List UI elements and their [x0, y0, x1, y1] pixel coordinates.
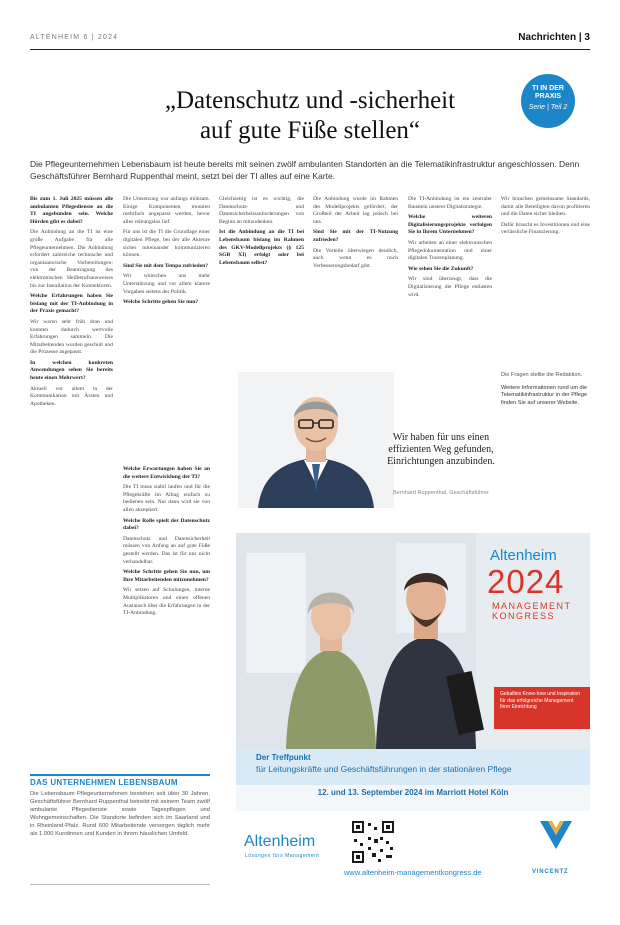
question: Welche Erwartungen haben Sie an die weitere Entwicklung der TI? [123, 466, 210, 480]
pull-quote: Wir haben für uns einen effizienten Weg gefunden, Einrichtungen anzubinden. [387, 432, 495, 467]
company-box-text: Die Lebensbaum Pflegeunternehmen bestehen seit über 30 Jahren. Geschäftsführer Bernhard Ruppenthal betreibt mit seinem Team zwölf ambulante Pflegedienste sowie Tagespflegen und Wohngemeinschaften. Die Standorte befinden sich im Saarland und in Rheinland-Pfalz. Rund 600 Mitarbeitende versorgen täglich mehr als 1.000 Kundinnen und Kunden in ihrem häuslichen Umfeld. [30, 790, 210, 885]
answer: Die TI-Anbindung ist ein zentraler Baustein unserer Digitalstrategie. [408, 196, 492, 210]
answer: Die Anbindung wurde im Rahmen des Modellprojekts gefördert, der Großteil der Arbeit lag jedoch bei uns. [313, 196, 398, 225]
answer: Wir setzen auf Schulungen, interne Multiplikatoren und einen offenen Austausch über die Erfahrungen in der TI-Anbindung. [123, 587, 210, 617]
question: Bis zum 1. Juli 2025 müssen alle ambulanten Pflegedienste an die TI angebunden sein. Welche Hürden gibt es dabei? [30, 196, 113, 225]
answer: Datenschutz und Datensicherheit müssen von Anfang an auf gute Füße gestellt werden. Das ist für uns nicht verhandelbar. [123, 535, 210, 565]
badge-line-2: PRAXIS [534, 93, 562, 100]
ad-red-box: Geballtes Know-how und Inspiration für das erfolgreiche Management Ihrer Einrichtung [494, 687, 590, 729]
answer: Dafür braucht es Investitionen und eine verlässliche Finanzierung. [501, 221, 590, 236]
ad-subtitle-1: MANAGEMENT [492, 601, 572, 611]
question: Welche weiteren Digitalisierungsprojekte verfolgen Sie in Ihrem Unternehmen? [408, 214, 492, 236]
answer: Die TI muss stabil laufen und für die Pflegekräfte im Alltag einfach zu bedienen sein. Nur dann wird sie von allen akzeptiert. [123, 484, 210, 513]
ad-band [236, 749, 590, 785]
article-column-6 [501, 196, 590, 366]
page-header [30, 32, 590, 50]
ad-url-link[interactable]: www.altenheim-managementkongress.de [344, 868, 482, 877]
ad-brand: Altenheim [490, 547, 557, 564]
answer: Die Anbindung an die TI ist eine große Aufgabe für alle Pflegeunternehmen. Die Anbindung erfordert zahlreiche technische und organisatorische Vorbereitungen: von der Beantragung des elektronischen Heilberufsausweises bis zur Installation der Konnektoren. [30, 229, 113, 289]
question: Welche Erfahrungen haben Sie bislang mit der TI-Anbindung in der Praxis gemacht? [30, 293, 113, 315]
section-page-label: Nachrichten | 3 [518, 32, 590, 43]
answer: Wir sind überzeugt, dass die Digitalisierung die Pflege entlasten wird. [408, 276, 492, 298]
question: Sind Sie mit der TI-Nutzung zufrieden? [313, 229, 398, 243]
headline-line-2: auf gute Füße stellen“ [199, 117, 421, 144]
portrait-photo [238, 372, 394, 508]
question: Welche Schritte gehen Sie nun, um Ihre Mitarbeitenden mitzunehmen? [123, 569, 210, 583]
side-note-text: Weitere Informationen rund um die Telematikinfrastruktur in der Pflege finden Sie auf unserer Website. [501, 384, 588, 406]
badge-line-1: TI IN DER [532, 85, 564, 92]
headline [60, 86, 560, 146]
ad-date: 12. und 13. September 2024 im Marriott Hotel Köln [317, 788, 509, 797]
answer: Die Umsetzung war anfangs mühsam. Einige Komponenten mussten mehrfach angepasst werden, bevor alles reibungslos lief. [123, 196, 210, 225]
question: Welche Rolle spielt der Datenschutz dabei? [123, 517, 210, 532]
qr-code-icon[interactable] [350, 819, 396, 865]
issue-label: ALTENHEIM 6 | 2024 [30, 34, 119, 41]
ad-subtitle-2: KONGRESS [492, 611, 556, 621]
pull-quote-author: Bernhard Ruppenthal, Geschäftsführer [392, 490, 490, 496]
congress-advertisement[interactable] [236, 533, 590, 889]
article-column-1 [30, 196, 113, 752]
answer: Wir arbeiten an einer elektronischen Pflegedokumentation und einer digitalen Tourenplanung. [408, 239, 492, 262]
question: Sind Sie mit dem Tempo zufrieden? [123, 262, 209, 269]
altenheim-logo: Altenheim [244, 833, 316, 850]
company-box-title: DAS UNTERNEHMEN LEBENSBAUM [30, 774, 210, 787]
article-column-4 [313, 196, 398, 376]
question: Wie sehen Sie die Zukunft? [408, 265, 474, 272]
altenheim-logo-subtitle: Lösungen fürs Management [245, 853, 320, 859]
article-column-2-lower [123, 466, 210, 754]
side-note-credit: Die Fragen stellte die Redaktion. [501, 372, 583, 378]
article-column-3 [219, 196, 304, 376]
ad-band-text: für Leitungskräfte und Geschäftsführungen in der stationären Pflege [256, 764, 512, 774]
answer: Wir wünschen uns mehr Unterstützung und vor allem klarere Vorgaben seitens der Politik. [123, 273, 210, 295]
ad-band-title: Der Treffpunkt [256, 753, 311, 762]
answer: Die Vorteile überwiegen deutlich, auch wenn es noch Verbesserungsbedarf gibt. [313, 247, 398, 269]
answer: Wir waren sehr früh dran und konnten dadurch wertvolle Erfahrungen sammeln. Die Mitarbeitenden wurden geschult und die Prozesse angepasst. [30, 318, 113, 356]
lead-paragraph: Die Pflegeunternehmen Lebensbaum ist heute bereits mit seinen zwölf ambulanten Standorten an die Telematikinfrastruktur angeschlossen. Denn Geschäftsführer Bernhard Ruppenthal meint, setzt bei der TI alles auf eine Karte. [30, 159, 580, 181]
headline-line-1: „Datenschutz und -sicherheit [164, 87, 456, 114]
answer: Wir brauchen gemeinsame Standards, damit alle Beteiligten davon profitieren und die Daten sicher bleiben. [501, 196, 590, 218]
question: Welche Schritte gehen Sie nun? [123, 299, 199, 306]
ad-footer [236, 811, 590, 889]
series-badge [521, 74, 575, 128]
answer: Gleichzeitig ist es wichtig, die Datenschutz- und Datensicherheitsanforderungen von Beginn an mitzudenken. [219, 196, 304, 225]
ad-year: 2024 [487, 563, 565, 600]
badge-line-3: Serie | Teil 2 [528, 104, 568, 111]
question: In welchen konkreten Anwendungen sehen Sie bereits heute einen Mehrwert? [30, 359, 113, 382]
answer: Für uns ist die TI die Grundlage einer digitalen Pflege, bei der alle Akteure sicher miteinander kommunizieren können. [123, 229, 210, 259]
question: Ist die Anbindung an die TI bei Lebensbaum bislang im Rahmen des GKV-Modellprojekts (§ 125 SGB XI) erfolgt oder bei Lebensbaum selbst? [219, 229, 304, 266]
side-note [501, 372, 590, 407]
publisher-name: VINCENTZ [532, 869, 569, 875]
portrait-illustration [238, 372, 394, 508]
article-column-2 [123, 196, 210, 496]
vincentz-logo-icon [536, 817, 576, 853]
answer: Aktuell vor allem in der Kommunikation mit Ärzten und Apotheken. [30, 385, 113, 407]
